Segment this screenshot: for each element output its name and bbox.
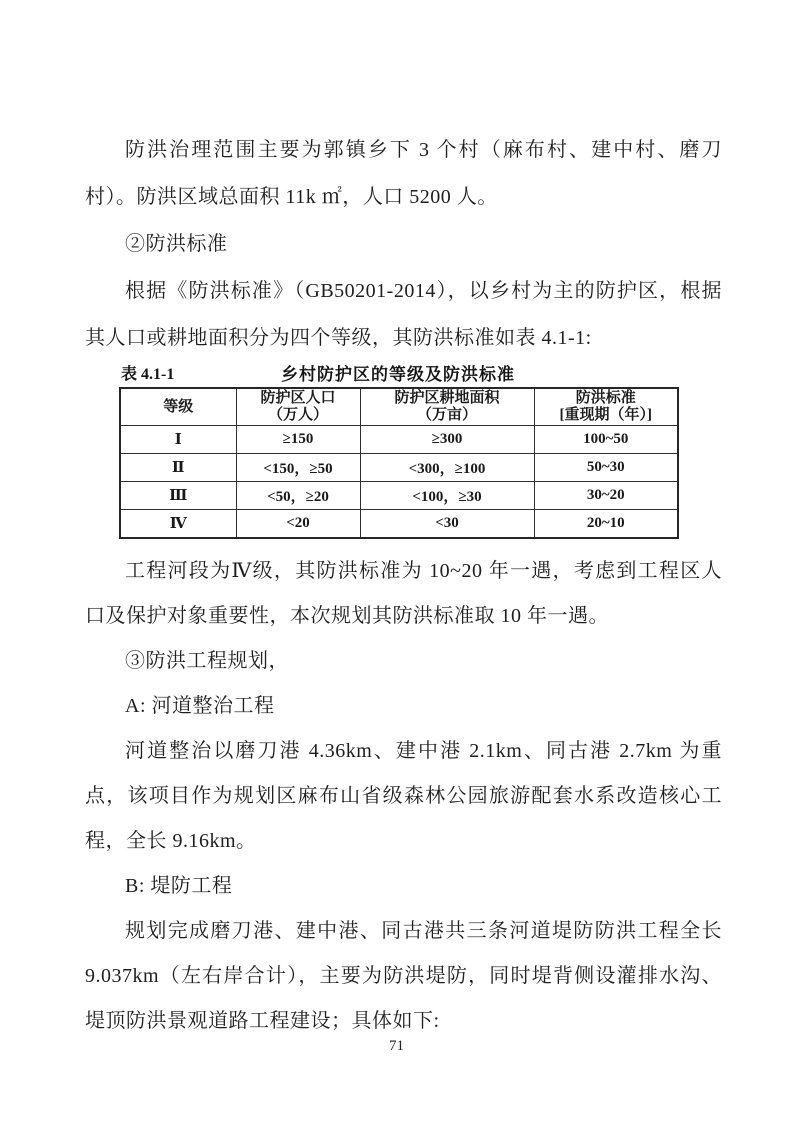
- cell-farmland: <30: [360, 510, 534, 539]
- cell-farmland: ≥300: [360, 426, 534, 454]
- table-label: 表 4.1-1: [121, 366, 175, 383]
- heading-embankment: B: 堤防工程: [125, 875, 233, 897]
- paragraph-reach-level: 工程河段为Ⅳ级，其防洪标准为 10~20 年一遇，考虑到工程区人口及保护对象重要性，本次规划其防洪标准取 10 年一遇。: [85, 560, 722, 627]
- cell-standard: 50~30: [534, 454, 678, 482]
- cell-population: <150，≥50: [236, 454, 360, 482]
- header-farmland-line2: （万亩）: [416, 407, 477, 423]
- cell-standard: 30~20: [534, 482, 678, 510]
- protection-grade-table: [119, 387, 679, 539]
- cell-grade: Ⅳ: [120, 510, 236, 539]
- cell-population: <50，≥20: [236, 482, 360, 510]
- paragraph-embankment: 规划完成磨刀港、建中港、同古港共三条河道堤防防洪工程全长 9.037km（左右岸合计），主要为防洪堤防，同时堤背侧设灌排水沟、堤顶防洪景观道路工程建设；具体如下:: [85, 920, 722, 1032]
- header-farmland-line1: 防护区耕地面积: [394, 390, 500, 406]
- header-grade-label: 等级: [163, 398, 194, 415]
- cell-population: <20: [236, 510, 360, 539]
- cell-farmland: <300，≥100: [360, 454, 534, 482]
- header-population: [236, 388, 360, 426]
- cell-standard: 100~50: [534, 426, 678, 454]
- table-row: [120, 482, 678, 510]
- cell-standard: 20~10: [534, 510, 678, 539]
- table-row: [120, 426, 678, 454]
- table-header-row: [120, 388, 678, 426]
- header-grade: [120, 388, 236, 426]
- table-row: [120, 454, 678, 482]
- table-title: 乡村防护区的等级及防洪标准: [281, 365, 515, 384]
- header-standard-line1: 防洪标准: [575, 390, 636, 406]
- cell-grade: Ⅰ: [120, 426, 236, 454]
- cell-population: ≥150: [236, 426, 360, 454]
- table-header: [120, 388, 678, 426]
- header-farmland: [360, 388, 534, 426]
- table-body: [120, 426, 678, 539]
- table-caption: [119, 363, 677, 387]
- header-population-line2: （万人）: [267, 407, 328, 423]
- heading-river-training: A: 河道整治工程: [125, 695, 275, 717]
- header-population-line1: 防护区人口: [260, 390, 336, 406]
- header-standard: [534, 388, 678, 426]
- page-number: 71: [389, 1038, 404, 1054]
- cell-grade: Ⅱ: [120, 454, 236, 482]
- heading-flood-standard: ②防洪标准: [125, 233, 228, 255]
- header-standard-line2: [重现期（年）]: [559, 407, 652, 423]
- table-row: [120, 510, 678, 539]
- paragraph-flood-scope: 防洪治理范围主要为郭镇乡下 3 个村（麻布村、建中村、磨刀村）。防洪区域总面积 11k ㎡，人口 5200 人。: [85, 139, 722, 208]
- cell-grade: Ⅲ: [120, 482, 236, 510]
- paragraph-standard-basis: 根据《防洪标准》（GB50201-2014），以乡村为主的防护区，根据其人口或耕地面积分为四个等级，其防洪标准如表 4.1-1:: [85, 280, 722, 349]
- heading-flood-plan: ③防洪工程规划，: [125, 650, 289, 672]
- paragraph-river-training: 河道整治以磨刀港 4.36km、建中港 2.1km、同古港 2.7km 为重点，该项目作为规划区麻布山省级森林公园旅游配套水系改造核心工程，全长 9.16km。: [85, 740, 722, 852]
- cell-farmland: <100，≥30: [360, 482, 534, 510]
- table-block: [119, 363, 677, 539]
